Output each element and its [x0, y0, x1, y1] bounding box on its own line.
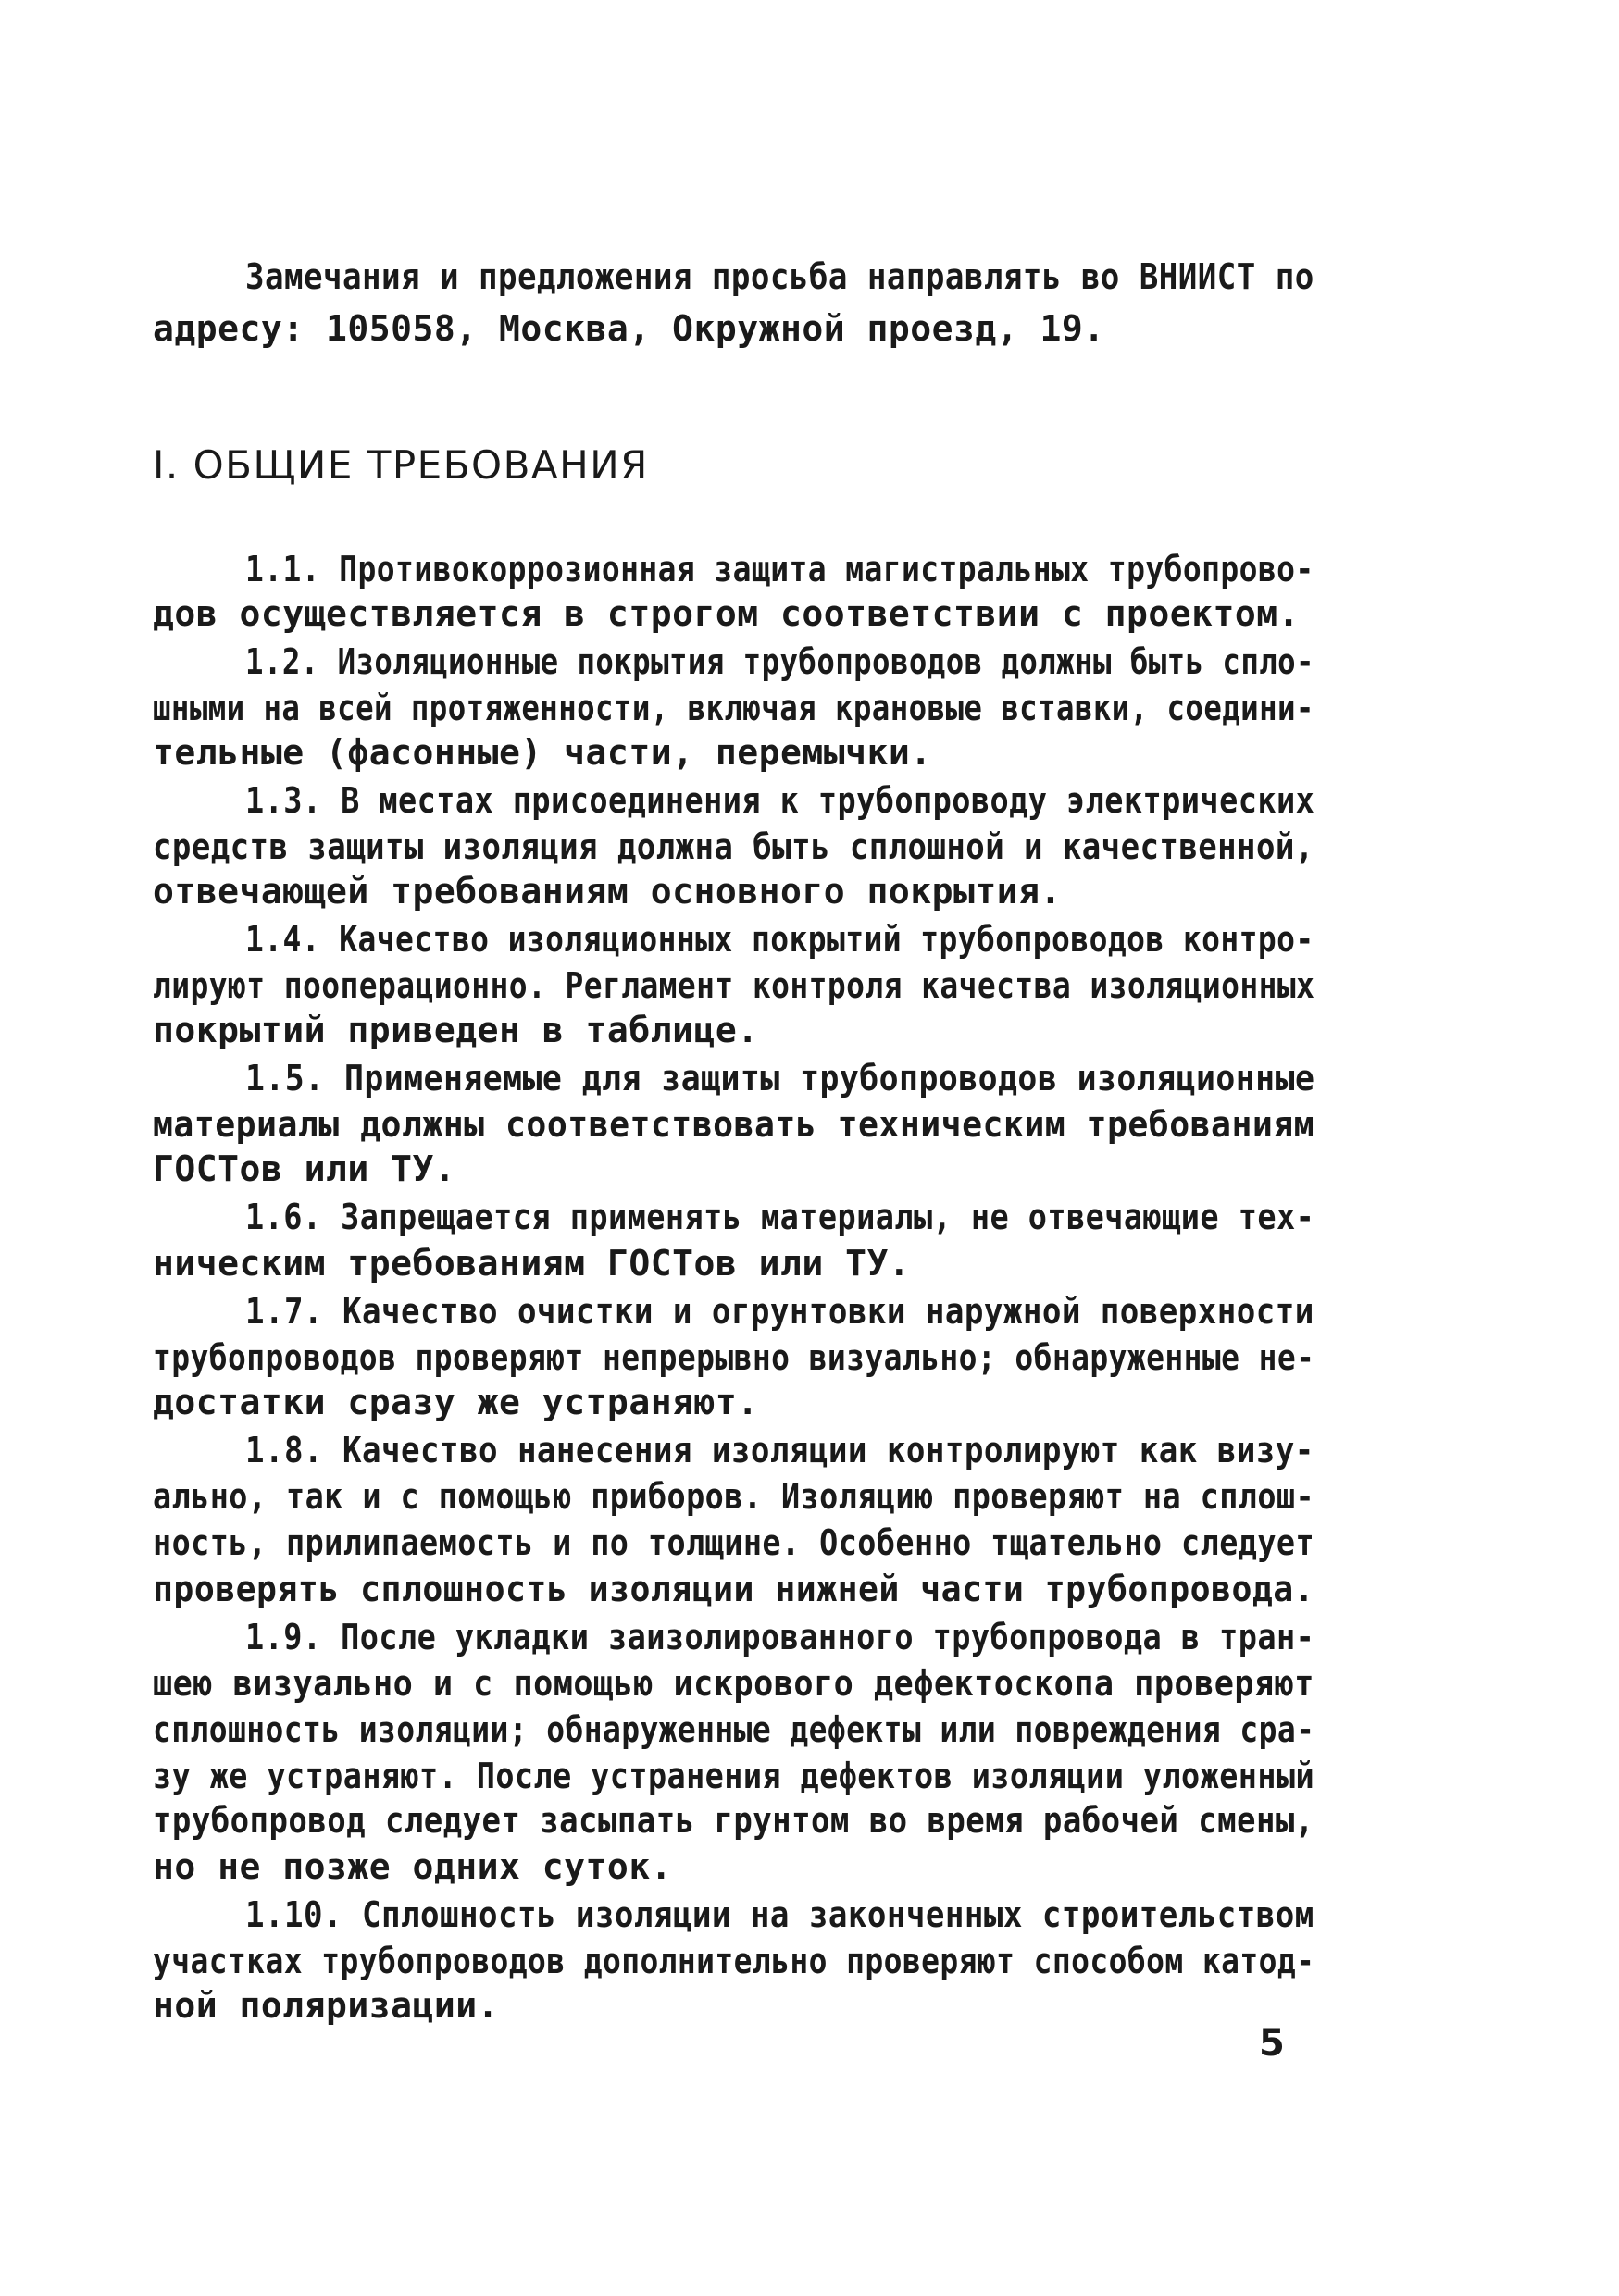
paragraph-line: материалы должны соответствовать техническим требованиям: [153, 1104, 1315, 1145]
paragraph-line: лируют пооперационно. Регламент контроля качества изоляционных: [153, 965, 1315, 1006]
paragraph-line: ально, так и с помощью приборов. Изоляцию проверяют на сплош-: [153, 1476, 1315, 1517]
section-heading: I. ОБЩИЕ ТРЕБОВАНИЯ: [153, 442, 649, 488]
paragraph-first-line: 1.8. Качество нанесения изоляции контролируют как визу-: [245, 1430, 1314, 1471]
paragraph-line: проверять сплошность изоляции нижней части трубопровода.: [153, 1569, 1315, 1609]
page-number: 5: [1259, 2022, 1285, 2065]
paragraph-line: средств защиты изоляция должна быть сплошной и качественной,: [153, 826, 1314, 867]
paragraph-first-line: 1.6. Запрещается применять материалы, не отвечающие тех-: [245, 1197, 1315, 1237]
paragraph-first-line: 1.10. Сплошность изоляции на законченных строительством: [245, 1894, 1314, 1935]
paragraph-line: достатки сразу же устраняют.: [153, 1382, 759, 1422]
paragraph-line: ническим требованиям ГОСТов или ТУ.: [153, 1243, 911, 1284]
paragraph-first-line: 1.9. После укладки заизолированного трубопровода в тран-: [245, 1617, 1315, 1657]
paragraph-line: участках трубопроводов дополнительно проверяют способом катод-: [153, 1941, 1315, 1981]
paragraph-first-line: 1.2. Изоляционные покрытия трубопроводов должны быть спло-: [245, 641, 1314, 682]
paragraph-line: ной поляризации.: [153, 1985, 500, 2026]
paragraph-line: дов осуществляется в строгом соответствии с проектом.: [153, 593, 1301, 634]
paragraph-line: ГОСТов или ТУ.: [153, 1148, 456, 1189]
paragraph-line: тельные (фасонные) части, перемычки.: [153, 732, 932, 773]
paragraph-line: зу же устраняют. После устранения дефектов изоляции уложенный: [153, 1756, 1315, 1796]
paragraph-first-line: 1.4. Качество изоляционных покрытий трубопроводов контро-: [245, 919, 1314, 960]
notice-line-2: адресу: 105058, Москва, Окружной проезд, 19.: [153, 308, 1105, 349]
paragraph-line: шными на всей протяженности, включая крановые вставки, соедини-: [153, 688, 1314, 728]
paragraph-line: трубопровод следует засыпать грунтом во время рабочей смены,: [153, 1800, 1314, 1841]
paragraph-line: отвечающей требованиям основного покрытия.: [153, 871, 1062, 912]
notice-line-1: Замечания и предложения просьба направлять во ВНИИСТ по: [245, 256, 1314, 297]
paragraph-line: шею визуально и с помощью искрового дефектоскопа проверяют: [153, 1663, 1314, 1704]
paragraph-first-line: 1.1. Противокоррозионная защита магистральных трубопрово-: [245, 549, 1314, 590]
paragraph-first-line: 1.7. Качество очистки и огрунтовки наружной поверхности: [245, 1291, 1314, 1332]
paragraph-first-line: 1.3. В местах присоединения к трубопроводу электрических: [245, 780, 1315, 821]
paragraph-line: но не позже одних суток.: [153, 1846, 673, 1887]
paragraph-first-line: 1.5. Применяемые для защиты трубопроводов изоляционные: [245, 1058, 1315, 1098]
paragraph-line: покрытий приведен в таблице.: [153, 1010, 759, 1050]
paragraph-line: трубопроводов проверяют непрерывно визуально; обнаруженные не-: [153, 1337, 1315, 1378]
paragraph-line: сплошность изоляции; обнаруженные дефекты или повреждения сра-: [153, 1709, 1315, 1750]
paragraph-line: ность, прилипаемость и по толщине. Особенно тщательно следует: [153, 1522, 1315, 1563]
